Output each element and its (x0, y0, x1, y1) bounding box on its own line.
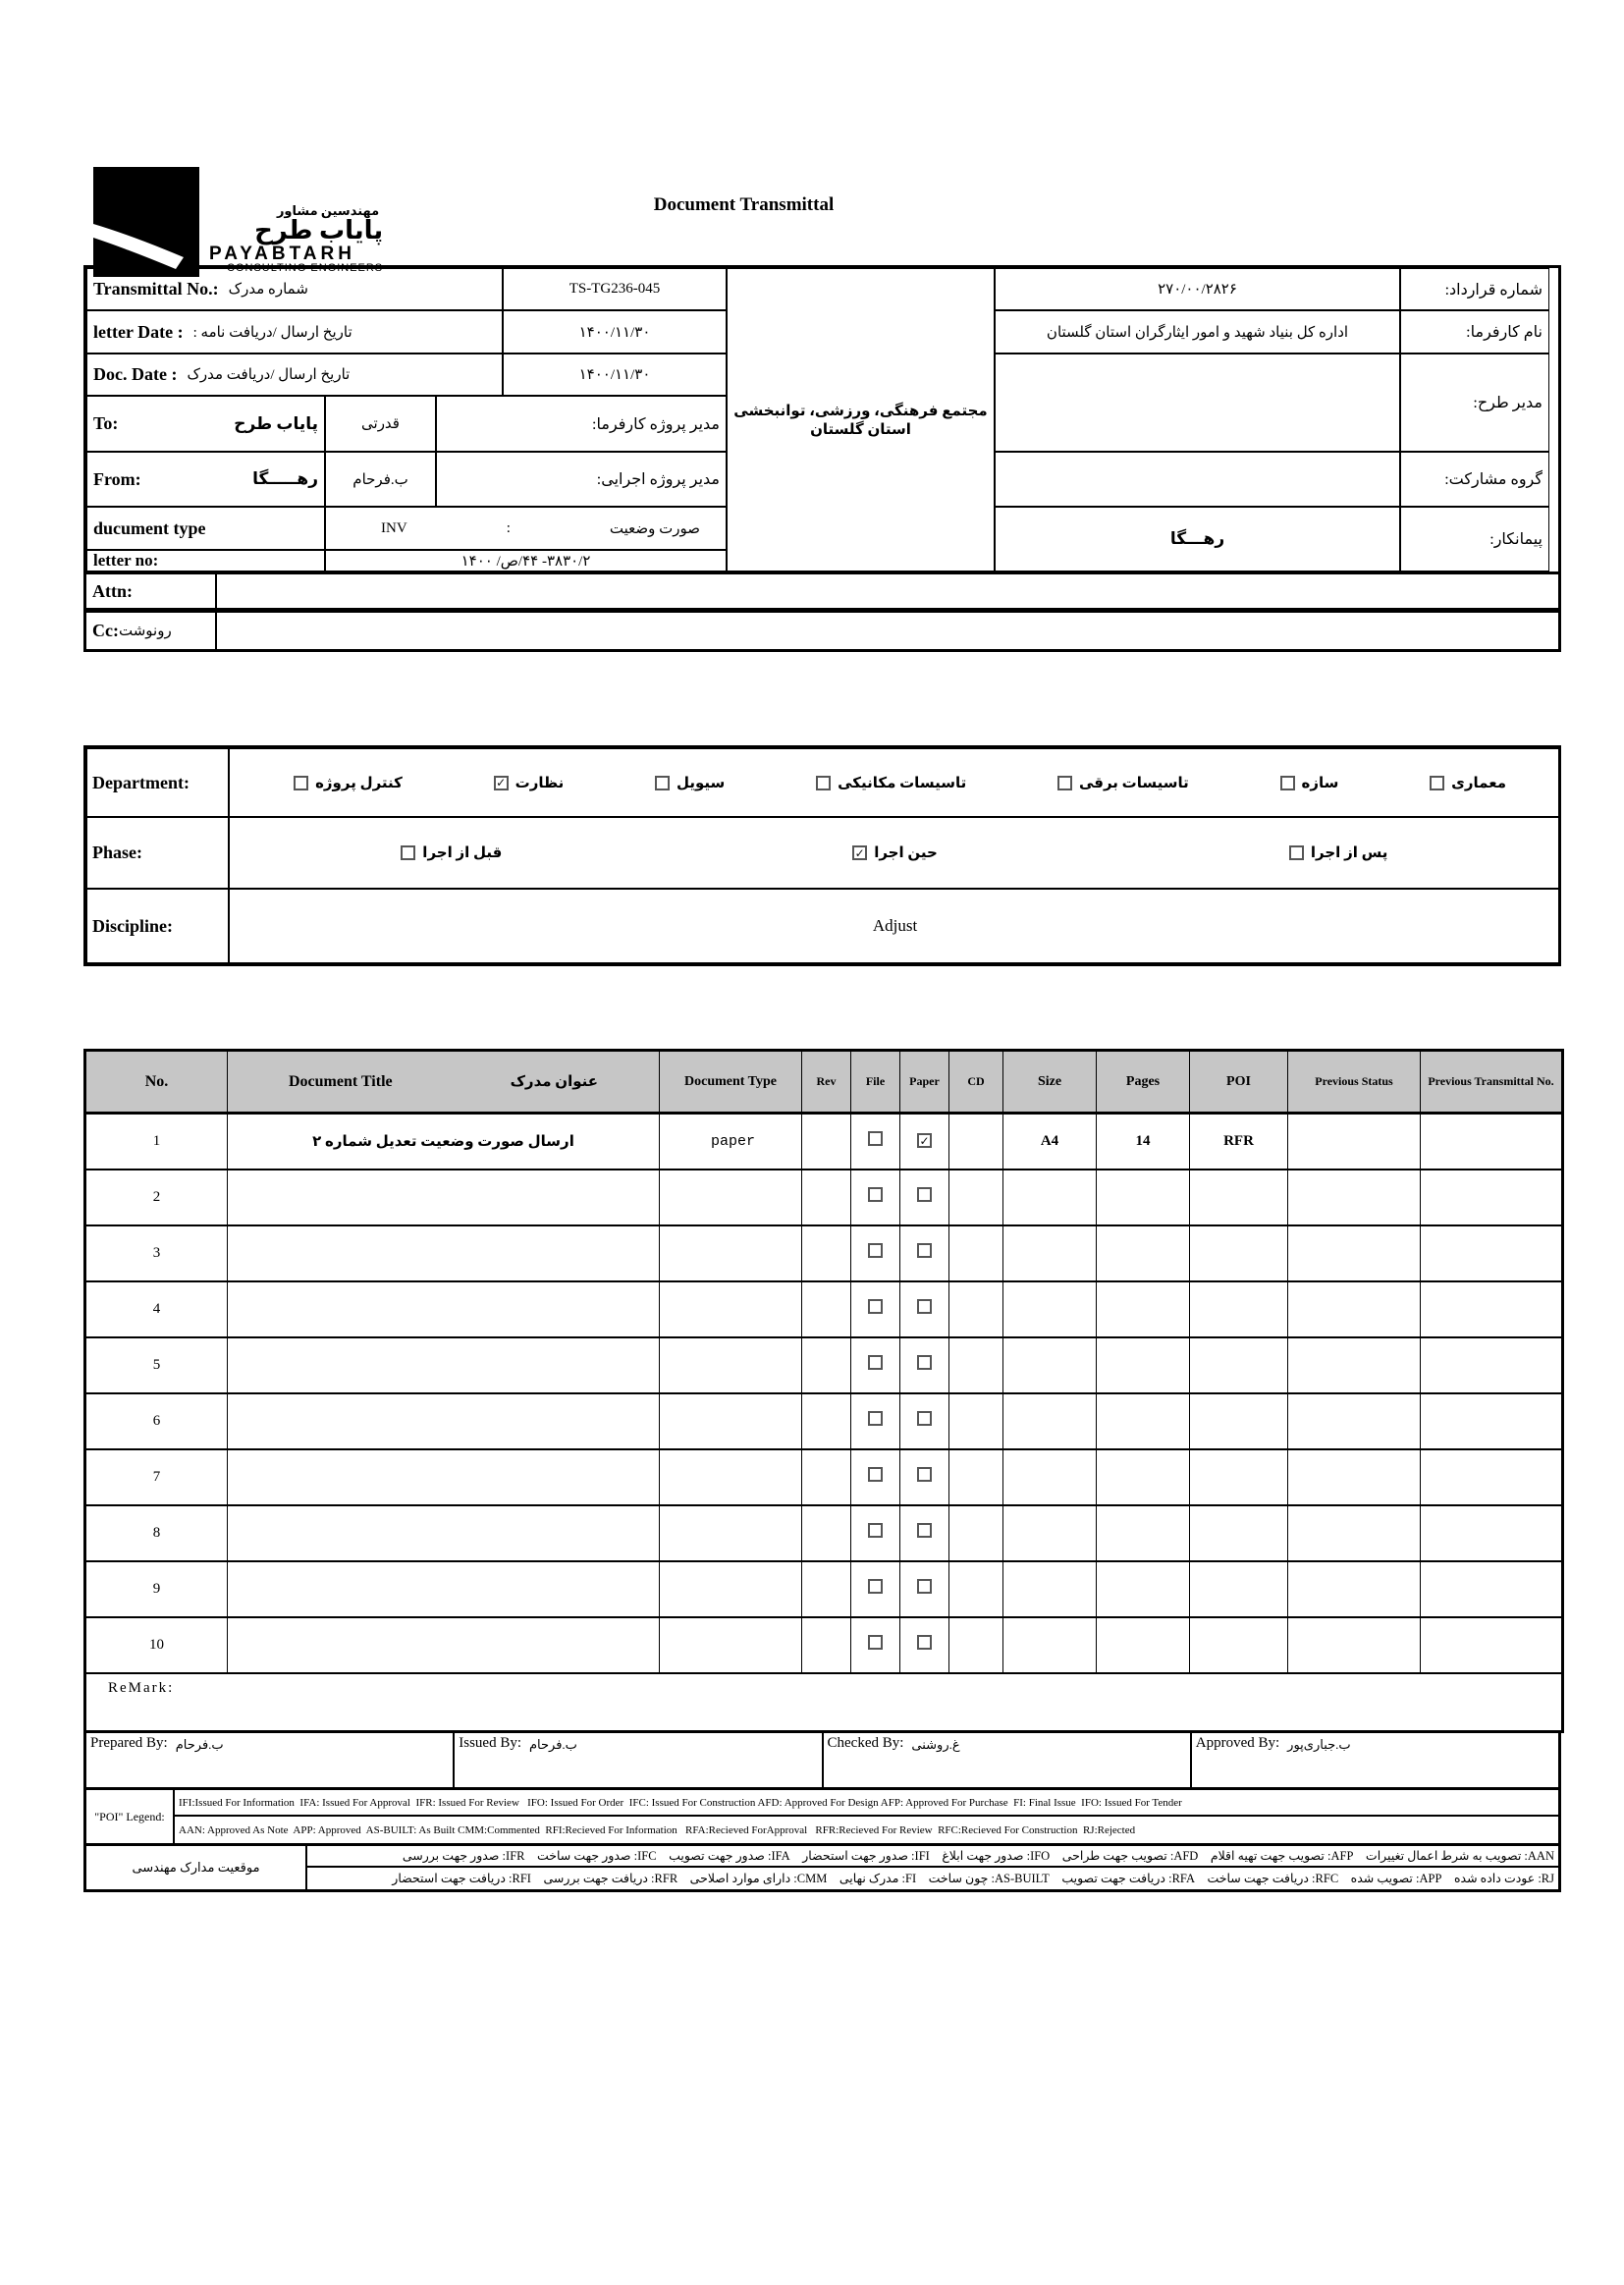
cell-poi (1190, 1505, 1288, 1561)
cell-size (1003, 1170, 1097, 1225)
file-checkbox (868, 1523, 883, 1538)
fa-legend (83, 1846, 1561, 1892)
cell-prev-transmittal (1421, 1225, 1563, 1281)
cell-poi (1190, 1617, 1288, 1673)
department-options (229, 748, 1561, 817)
department-option-label: معماری (1451, 775, 1506, 791)
transmittal-no-value: TS-TG236-045 (503, 268, 727, 310)
department-option-label: سیویل (677, 775, 726, 791)
department-option-label: تاسیسات برقی (1078, 775, 1189, 791)
logo-en-sub: CONSULTING ENGINEERS (227, 262, 384, 275)
paper-checkbox (917, 1411, 932, 1426)
cell-type (660, 1281, 802, 1337)
cell-size (1003, 1617, 1097, 1673)
cell-type (660, 1337, 802, 1393)
cell-cd (949, 1393, 1003, 1449)
cell-cd (949, 1225, 1003, 1281)
header-table (83, 262, 1561, 574)
letter-date-label: letter Date : تاریخ ارسال /دریافت نامه : (86, 310, 503, 354)
cell-rev (802, 1337, 851, 1393)
cell-paper (900, 1449, 949, 1505)
cell-rev (802, 1505, 851, 1561)
fa-legend-lines (307, 1846, 1558, 1889)
col-prev-status: Previous Status (1288, 1051, 1421, 1114)
signature-box (455, 1733, 823, 1787)
table-row (85, 1281, 1563, 1337)
contractor-label: پیمانکار: (1400, 507, 1549, 571)
cell-file (851, 1393, 900, 1449)
cell-pages (1097, 1393, 1190, 1449)
cell-no: 7 (85, 1449, 228, 1505)
cell-prev-transmittal (1421, 1337, 1563, 1393)
cell-cd (949, 1337, 1003, 1393)
design-manager-value (995, 354, 1400, 452)
fa-line: AAN: تصویب به شرط اعمال تغییرات AFP: تصویب جهت تهیه اقلام AFD: تصویب جهت طراحی IFO: صدور جهت ابلاغ IFI: صدور جهت استحضار IFA: صدور جهت تصویب IFC: صدور جهت ساخت IFR: صدور جهت بررسی (307, 1846, 1558, 1868)
cc-row (83, 611, 1561, 652)
department-option (655, 774, 725, 792)
poi-line: AAN: Approved As Note APP: Approved AS-BUILT: As Built CMM:Commented RFI:Recieved For Information RFA:Recieved ForApproval RFR:Recieved For Review RFC:Recieved For Construction RJ:Rejected (179, 1823, 1136, 1836)
to-row: To: پایاب طرح (86, 396, 325, 452)
table-row (85, 1337, 1563, 1393)
department-option-checkbox (294, 776, 308, 790)
cell-rev (802, 1617, 851, 1673)
document-type-label: ducument type (86, 507, 325, 550)
signature-name: ب.جباری‌پور (1287, 1737, 1351, 1752)
cell-pages (1097, 1225, 1190, 1281)
table-row (85, 1449, 1563, 1505)
table-row (85, 1505, 1563, 1561)
paper-checkbox (917, 1243, 932, 1258)
client-name-label: نام کارفرما: (1400, 310, 1549, 354)
cell-type (660, 1393, 802, 1449)
col-file: File (851, 1051, 900, 1114)
phase-option-label: حین اجرا (874, 845, 938, 861)
cell-title (228, 1225, 660, 1281)
cell-cd (949, 1449, 1003, 1505)
cell-file (851, 1225, 900, 1281)
cell-rev (802, 1225, 851, 1281)
cell-paper (900, 1393, 949, 1449)
signature-row (83, 1733, 1561, 1790)
cell-size (1003, 1393, 1097, 1449)
col-title (228, 1051, 660, 1114)
cell-prev-transmittal (1421, 1170, 1563, 1225)
file-checkbox (868, 1187, 883, 1202)
cell-prev-status (1288, 1281, 1421, 1337)
department-option (1430, 774, 1506, 792)
file-checkbox (868, 1411, 883, 1426)
cell-file (851, 1617, 900, 1673)
transmittal-no-label: Transmittal No.: شماره مدرک (86, 268, 503, 310)
cell-pages (1097, 1449, 1190, 1505)
cell-prev-status (1288, 1170, 1421, 1225)
paper-checked-checkbox: ✓ (917, 1133, 932, 1148)
cell-title (228, 1449, 660, 1505)
paper-checkbox (917, 1187, 932, 1202)
cell-prev-transmittal (1421, 1617, 1563, 1673)
department-option (816, 774, 966, 792)
department-option-checkbox (1280, 776, 1295, 790)
signature-box (824, 1733, 1192, 1787)
cell-no: 3 (85, 1225, 228, 1281)
phase-option (401, 843, 502, 862)
signature-label: Checked By: (827, 1735, 904, 1751)
department-option-checkbox (1430, 776, 1444, 790)
phase-option-checkbox (1289, 845, 1304, 860)
client-pm-label: مدیر پروژه کارفرما: (436, 396, 727, 452)
from-row: From: رهـــــگا (86, 452, 325, 507)
cell-pages (1097, 1617, 1190, 1673)
paper-checkbox (917, 1355, 932, 1370)
letter-no-value: ۳۸۳۰/۲- ۴۴/ص/ ۱۴۰۰ (325, 550, 727, 571)
signature-name: ب.فرحام (175, 1737, 224, 1752)
cell-pages (1097, 1170, 1190, 1225)
cell-file (851, 1505, 900, 1561)
col-title-fa: عنوان مدرک (510, 1074, 598, 1090)
department-option-label: نظارت (514, 775, 565, 791)
client-pm-value: قدرتی (325, 396, 436, 452)
cell-title: ارسال صورت وضعیت تعدیل شماره ۲ (228, 1114, 660, 1170)
cell-pages: 14 (1097, 1114, 1190, 1170)
cell-no: 9 (85, 1561, 228, 1617)
paper-checkbox (917, 1467, 932, 1482)
signature-label: Approved By: (1195, 1735, 1280, 1751)
cell-rev (802, 1561, 851, 1617)
file-checkbox (868, 1579, 883, 1594)
cell-file (851, 1561, 900, 1617)
cell-prev-status (1288, 1505, 1421, 1561)
phase-option (852, 843, 938, 862)
cell-prev-transmittal (1421, 1393, 1563, 1449)
department-option-checked-checkbox: ✓ (494, 776, 509, 790)
department-option (294, 774, 403, 792)
cell-poi (1190, 1449, 1288, 1505)
cell-cd (949, 1561, 1003, 1617)
discipline-label: Discipline: (86, 889, 229, 963)
department-option-label: تاسیسات مکانیکی (838, 775, 967, 791)
exec-pm-value: ب.فرحام (325, 452, 436, 507)
cell-poi (1190, 1561, 1288, 1617)
col-type: Document Type (660, 1051, 802, 1114)
department-option-checkbox (655, 776, 670, 790)
doc-date-label: Doc. Date : تاریخ ارسال /دریافت مدرک (86, 354, 503, 396)
col-cd: CD (949, 1051, 1003, 1114)
cell-paper (900, 1337, 949, 1393)
col-title-en: Document Title (288, 1072, 393, 1090)
cell-file (851, 1170, 900, 1225)
cell-poi (1190, 1170, 1288, 1225)
contract-no-value: ۲۷۰/۰۰/۲۸۲۶ (995, 268, 1400, 310)
cell-no: 4 (85, 1281, 228, 1337)
cell-file (851, 1114, 900, 1170)
logo-fa-small: مهندسین مشاور (276, 202, 380, 218)
cell-size: A4 (1003, 1114, 1097, 1170)
cell-pages (1097, 1337, 1190, 1393)
file-checkbox (868, 1299, 883, 1314)
cell-paper (900, 1170, 949, 1225)
cell-rev (802, 1281, 851, 1337)
col-size: Size (1003, 1051, 1097, 1114)
cell-cd (949, 1170, 1003, 1225)
cell-cd (949, 1505, 1003, 1561)
department-option-checkbox (1057, 776, 1072, 790)
table-row (85, 1561, 1563, 1617)
col-poi: POI (1190, 1051, 1288, 1114)
signature-box (1192, 1733, 1558, 1787)
poi-legend-label: "POI" Legend: (86, 1790, 175, 1843)
file-checkbox (868, 1131, 883, 1146)
paper-checkbox (917, 1579, 932, 1594)
project-name-cell: مجتمع فرهنگی، ورزشی، توانبخشی استان گلستان (727, 268, 995, 571)
cc-value (217, 613, 1558, 649)
document-type-value (325, 507, 727, 550)
phase-option-label: قبل از اجرا (422, 845, 503, 861)
cell-title (228, 1281, 660, 1337)
remark-row (85, 1673, 1563, 1732)
cell-paper (900, 1114, 949, 1170)
cell-file (851, 1337, 900, 1393)
cell-prev-transmittal (1421, 1114, 1563, 1170)
paper-checkbox (917, 1635, 932, 1650)
cell-cd (949, 1617, 1003, 1673)
cell-prev-transmittal (1421, 1505, 1563, 1561)
cell-size (1003, 1225, 1097, 1281)
attn-row (83, 574, 1561, 611)
logo-swoosh-icon (93, 167, 199, 277)
cc-label: Cc: رونوشت (86, 613, 217, 649)
cell-no: 5 (85, 1337, 228, 1393)
col-prev-transmittal: Previous Transmittal No. (1421, 1051, 1563, 1114)
letter-date-value: ۱۴۰۰/۱۱/۳۰ (503, 310, 727, 354)
cell-no: 8 (85, 1505, 228, 1561)
phase-option-label: پس از اجرا (1310, 845, 1388, 861)
department-option (494, 774, 565, 792)
cell-poi (1190, 1225, 1288, 1281)
document-type-fa: صورت وضعیت (609, 520, 700, 537)
cell-size (1003, 1505, 1097, 1561)
contract-no-label: شماره قرارداد: (1400, 268, 1549, 310)
cell-no: 1 (85, 1114, 228, 1170)
col-paper: Paper (900, 1051, 949, 1114)
cell-rev (802, 1170, 851, 1225)
cell-cd (949, 1114, 1003, 1170)
cell-prev-transmittal (1421, 1561, 1563, 1617)
cell-no: 6 (85, 1393, 228, 1449)
poi-line: IFI:Issued For Information IFA: Issued For Approval IFR: Issued For Review IFO: Issued For Order IFC: Issued For Construction AFD: Approved For Design AFP: Approved For Purchase FI: Final Issue IFO: Issued For Tender (175, 1790, 1558, 1817)
cell-paper (900, 1561, 949, 1617)
cell-pages (1097, 1505, 1190, 1561)
cell-rev (802, 1393, 851, 1449)
document-table-header-row (85, 1051, 1563, 1114)
contractor-value: رهـــگا (995, 507, 1400, 571)
phase-options (229, 817, 1561, 889)
client-name-value: اداره کل بنیاد شهید و امور ایثارگران استان گلستان (995, 310, 1400, 354)
signature-name: ب.فرحام (529, 1737, 577, 1752)
cell-prev-transmittal (1421, 1281, 1563, 1337)
cell-prev-status (1288, 1561, 1421, 1617)
cell-size (1003, 1337, 1097, 1393)
cell-poi (1190, 1281, 1288, 1337)
department-option-checkbox (816, 776, 831, 790)
signature-label: Prepared By: (90, 1735, 168, 1751)
table-row (85, 1393, 1563, 1449)
table-row (85, 1114, 1563, 1170)
cell-type: paper (660, 1114, 802, 1170)
design-manager-label: مدیر طرح: (1400, 354, 1549, 452)
top-band (83, 147, 1561, 275)
cell-no: 10 (85, 1617, 228, 1673)
cell-size (1003, 1561, 1097, 1617)
signature-label: Issued By: (459, 1735, 521, 1751)
col-rev: Rev (802, 1051, 851, 1114)
cell-prev-status (1288, 1617, 1421, 1673)
cell-poi: RFR (1190, 1114, 1288, 1170)
file-checkbox (868, 1355, 883, 1370)
file-checkbox (868, 1467, 883, 1482)
cell-title (228, 1617, 660, 1673)
cell-rev (802, 1449, 851, 1505)
cell-cd (949, 1281, 1003, 1337)
phase-option (1289, 843, 1388, 862)
cell-title (228, 1505, 660, 1561)
cell-prev-status (1288, 1337, 1421, 1393)
col-pages: Pages (1097, 1051, 1190, 1114)
page-title: Document Transmittal (653, 194, 835, 215)
paper-checkbox (917, 1299, 932, 1314)
table-row (85, 1170, 1563, 1225)
department-option (1280, 774, 1339, 792)
department-option (1057, 774, 1189, 792)
phase-option-checkbox (401, 845, 415, 860)
partnership-value (995, 452, 1400, 507)
cell-paper (900, 1281, 949, 1337)
cell-type (660, 1617, 802, 1673)
file-checkbox (868, 1243, 883, 1258)
cell-type (660, 1449, 802, 1505)
cell-title (228, 1170, 660, 1225)
cell-prev-transmittal (1421, 1449, 1563, 1505)
to-value: پایاب طرح (234, 413, 318, 433)
cell-paper (900, 1225, 949, 1281)
cell-title (228, 1393, 660, 1449)
cell-pages (1097, 1561, 1190, 1617)
document-type-colon: : (506, 519, 511, 536)
logo-en-name: PAYABTARH (209, 243, 355, 264)
cell-file (851, 1449, 900, 1505)
col-no: No. (85, 1051, 228, 1114)
company-logo (93, 167, 383, 277)
discipline-value: Adjust (872, 916, 918, 935)
cell-prev-status (1288, 1449, 1421, 1505)
cell-type (660, 1225, 802, 1281)
document-type-code: INV (381, 519, 407, 536)
phase-label: Phase: (86, 817, 229, 889)
cell-prev-status (1288, 1225, 1421, 1281)
paper-checkbox (917, 1523, 932, 1538)
cell-paper (900, 1617, 949, 1673)
cell-type (660, 1561, 802, 1617)
phase-option-checked-checkbox: ✓ (852, 845, 867, 860)
table-row (85, 1225, 1563, 1281)
cell-file (851, 1281, 900, 1337)
department-label: Department: (86, 748, 229, 817)
cell-poi (1190, 1337, 1288, 1393)
logo-fa-large: پایاب طرح (254, 216, 384, 245)
attn-value (217, 574, 1558, 608)
poi-legend (83, 1790, 1561, 1846)
from-value: رهـــــگا (252, 469, 318, 488)
partnership-label: گروه مشارکت: (1400, 452, 1549, 507)
cell-poi (1190, 1393, 1288, 1449)
attn-label: Attn: (86, 574, 217, 608)
department-option-label: کنترل پروژه (315, 775, 403, 791)
poi-legend-lines (175, 1790, 1558, 1843)
file-checkbox (868, 1635, 883, 1650)
department-option-label: سازه (1301, 775, 1339, 791)
signature-box (86, 1733, 455, 1787)
classification-table (83, 745, 1561, 966)
cell-title (228, 1337, 660, 1393)
cell-type (660, 1170, 802, 1225)
cell-type (660, 1505, 802, 1561)
cell-size (1003, 1449, 1097, 1505)
letter-no-label: letter no: (86, 550, 325, 571)
doc-date-value: ۱۴۰۰/۱۱/۳۰ (503, 354, 727, 396)
table-row (85, 1617, 1563, 1673)
cell-rev (802, 1114, 851, 1170)
cell-title (228, 1561, 660, 1617)
page (83, 0, 1561, 1892)
discipline-value-cell (229, 889, 1561, 963)
remark-cell: ReMark: (85, 1673, 1563, 1732)
cell-no: 2 (85, 1170, 228, 1225)
fa-line: RJ: عودت داده شده APP: تصویب شده RFC: دریافت جهت ساخت RFA: دریافت جهت تصویب AS-BUILT: چون ساخت FI: مدرک نهایی CMM: دارای موارد اصلاحی RFR: دریافت جهت بررسی RFI: دریافت جهت استحضار (392, 1872, 1554, 1885)
cell-size (1003, 1281, 1097, 1337)
cell-pages (1097, 1281, 1190, 1337)
cell-prev-status (1288, 1393, 1421, 1449)
signature-name: غ.روشنی (911, 1737, 960, 1752)
cell-prev-status (1288, 1114, 1421, 1170)
document-table (83, 1049, 1564, 1733)
exec-pm-label: مدیر پروژه اجرایی: (436, 452, 727, 507)
cell-paper (900, 1505, 949, 1561)
fa-legend-label: موقعیت مدارک مهندسی (86, 1846, 307, 1889)
